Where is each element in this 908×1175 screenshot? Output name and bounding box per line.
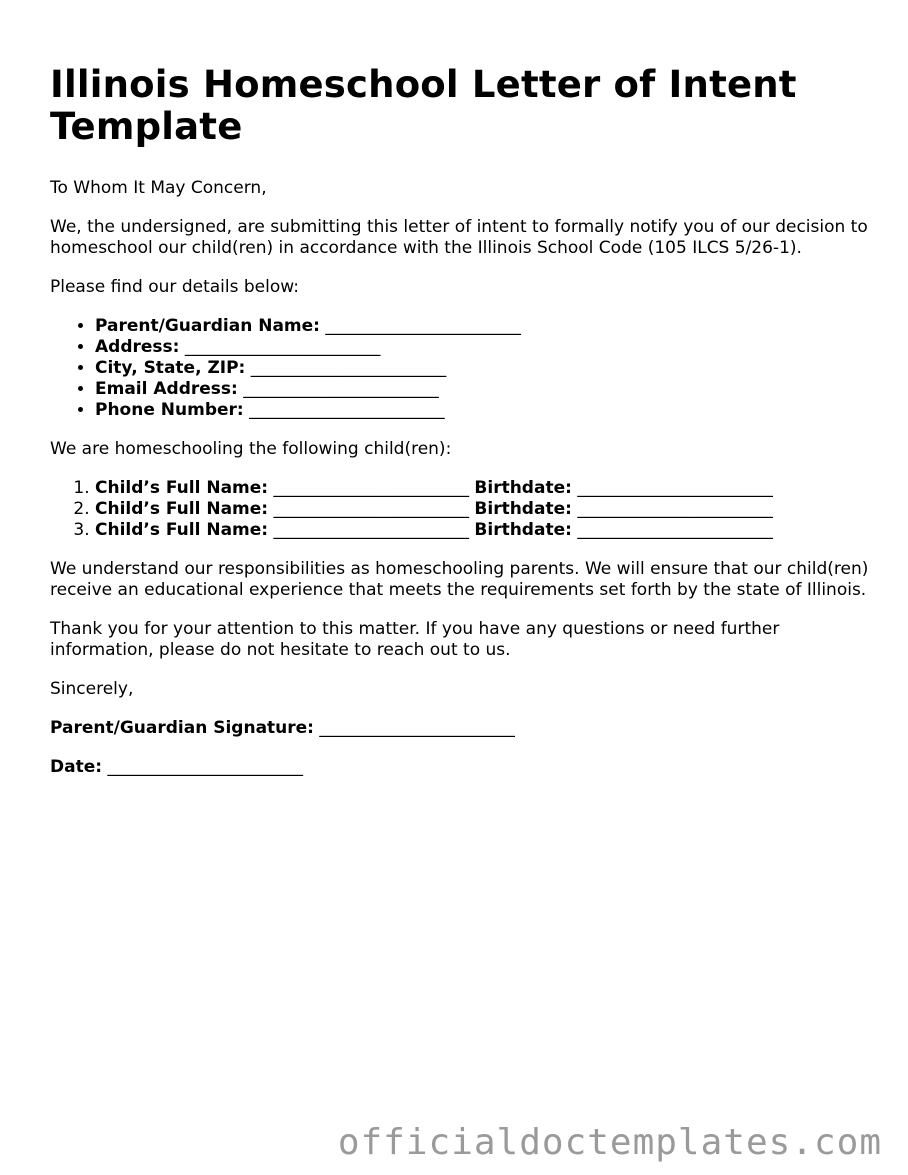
detail-item-parent-name — [95, 316, 870, 337]
letter-document — [50, 64, 870, 778]
details-intro: Please find our details below: — [50, 277, 299, 297]
children-intro: We are homeschooling the following child(ren): — [50, 439, 452, 459]
child-name-label: Child’s Full Name: — [95, 499, 269, 519]
detail-label: Phone Number: — [95, 400, 244, 420]
intro-paragraph: We, the undersigned, are submitting this letter of intent to formally notify you of our decision to homeschool our child(ren) in accordance with the Illinois School Code (105 ILCS 5/26-1). — [50, 217, 868, 258]
date-line — [50, 757, 870, 778]
detail-label: City, State, ZIP: — [95, 358, 246, 378]
child-name-label: Child’s Full Name: — [95, 478, 269, 498]
child-item — [95, 478, 870, 499]
detail-item-email — [95, 379, 870, 400]
blank-field: _______________________ — [273, 520, 469, 540]
thanks-paragraph: Thank you for your attention to this matter. If you have any questions or need further information, please do not hesitate to reach out to us. — [50, 619, 780, 660]
detail-item-address — [95, 337, 870, 358]
responsibilities-paragraph: We understand our responsibilities as homeschooling parents. We will ensure that our child(ren) receive an educational experience that meets the requirements set forth by the state of Illinois. — [50, 559, 869, 600]
child-item — [95, 499, 870, 520]
children-list — [50, 478, 870, 541]
date-label: Date: — [50, 757, 103, 777]
birthdate-label: Birthdate: — [474, 499, 572, 519]
blank-field: _______________________ — [577, 499, 773, 519]
detail-label: Email Address: — [95, 379, 238, 399]
blank-field: _______________________ — [184, 337, 381, 357]
child-item — [95, 520, 870, 541]
birthdate-label: Birthdate: — [474, 520, 572, 540]
child-name-label: Child’s Full Name: — [95, 520, 269, 540]
blank-field: _______________________ — [107, 757, 303, 777]
watermark: officialdoctemplates.com — [337, 1122, 882, 1163]
detail-item-phone — [95, 400, 870, 421]
blank-field: _______________________ — [577, 520, 773, 540]
page-title: Illinois Homeschool Letter of Intent Template — [50, 63, 797, 148]
closing: Sincerely, — [50, 679, 134, 699]
blank-field: _______________________ — [319, 718, 515, 738]
blank-field: _______________________ — [577, 478, 773, 498]
signature-label: Parent/Guardian Signature: — [50, 718, 314, 738]
greeting: To Whom It May Concern, — [50, 178, 267, 198]
blank-field: _______________________ — [273, 499, 469, 519]
blank-field: _______________________ — [325, 316, 521, 336]
blank-field: _______________________ — [250, 358, 447, 378]
detail-label: Address: — [95, 337, 180, 357]
detail-label: Parent/Guardian Name: — [95, 316, 320, 336]
signature-line — [50, 718, 870, 739]
detail-item-city-state-zip — [95, 358, 870, 379]
birthdate-label: Birthdate: — [474, 478, 572, 498]
blank-field: _______________________ — [243, 379, 439, 399]
blank-field: _______________________ — [273, 478, 469, 498]
parent-details-list — [50, 316, 870, 421]
blank-field: _______________________ — [249, 400, 445, 420]
